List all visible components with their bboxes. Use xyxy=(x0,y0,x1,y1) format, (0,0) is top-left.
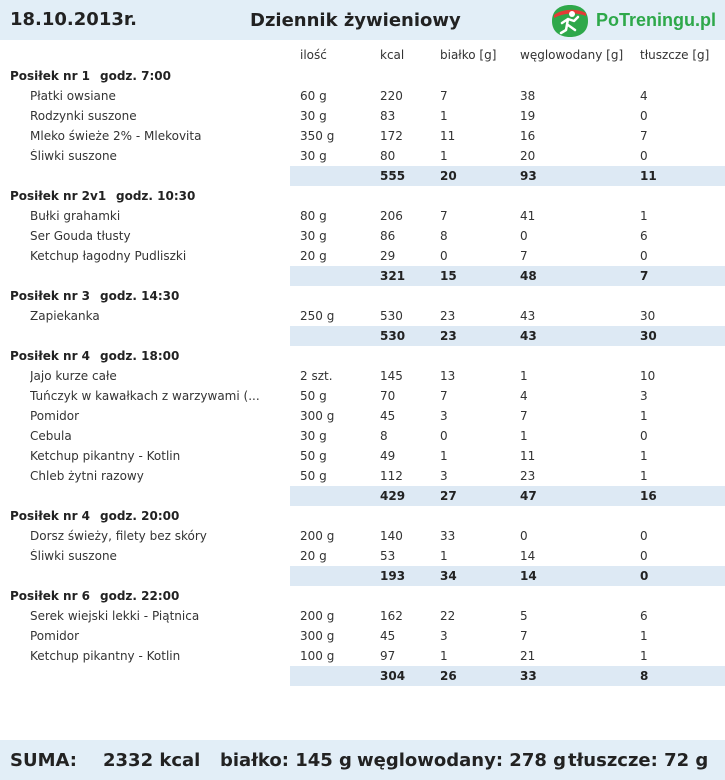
total-kcal: 193 xyxy=(380,569,406,583)
meal-time: godz. 7:00 xyxy=(100,69,171,83)
food-fat: 1 xyxy=(640,629,648,643)
food-protein: 1 xyxy=(440,449,448,463)
food-fat: 0 xyxy=(640,429,648,443)
food-carbs: 0 xyxy=(520,229,528,243)
total-fat: 11 xyxy=(640,169,657,183)
food-protein: 7 xyxy=(440,209,448,223)
meal-name: Posiłek nr 4 xyxy=(10,349,91,363)
food-row xyxy=(0,86,725,106)
food-protein: 23 xyxy=(440,309,456,323)
food-protein: 3 xyxy=(440,629,448,643)
food-carbs: 0 xyxy=(520,529,528,543)
food-qty: 60 g xyxy=(300,89,327,103)
food-carbs: 19 xyxy=(520,109,536,123)
food-fat: 1 xyxy=(640,209,648,223)
meal-name: Posiłek nr 6 xyxy=(10,589,91,603)
food-row xyxy=(0,426,725,446)
food-kcal: 172 xyxy=(380,129,403,143)
summary-protein: białko: 145 g xyxy=(220,750,352,771)
meal-header xyxy=(0,346,725,366)
food-name: Pomidor xyxy=(30,629,80,643)
food-fat: 1 xyxy=(640,449,648,463)
food-kcal: 80 xyxy=(380,149,396,163)
food-qty: 2 szt. xyxy=(300,369,333,383)
meal-total-row xyxy=(0,486,725,506)
meal-time: godz. 18:00 xyxy=(100,349,180,363)
total-fat: 8 xyxy=(640,669,649,683)
food-carbs: 7 xyxy=(520,409,528,423)
food-row xyxy=(0,226,725,246)
food-row xyxy=(0,306,725,326)
food-kcal: 112 xyxy=(380,469,403,483)
food-kcal: 140 xyxy=(380,529,403,543)
page-title: Dziennik żywieniowy xyxy=(250,10,461,31)
food-kcal: 86 xyxy=(380,229,396,243)
food-carbs: 16 xyxy=(520,129,536,143)
food-name: Mleko świeże 2% - Mlekovita xyxy=(30,129,202,143)
total-protein: 20 xyxy=(440,169,457,183)
food-protein: 1 xyxy=(440,109,448,123)
food-name: Dorsz świeży, filety bez skóry xyxy=(30,529,207,543)
food-fat: 0 xyxy=(640,549,648,563)
total-protein: 15 xyxy=(440,269,457,283)
food-fat: 1 xyxy=(640,649,648,663)
food-row xyxy=(0,546,725,566)
food-fat: 1 xyxy=(640,469,648,483)
food-qty: 300 g xyxy=(300,409,335,423)
meal-total-row xyxy=(0,326,725,346)
total-kcal: 530 xyxy=(380,329,406,343)
meal-header xyxy=(0,586,725,606)
total-fat: 16 xyxy=(640,489,657,503)
food-protein: 0 xyxy=(440,429,448,443)
food-qty: 200 g xyxy=(300,529,335,543)
food-protein: 7 xyxy=(440,89,448,103)
total-highlight xyxy=(290,326,725,346)
food-protein: 0 xyxy=(440,249,448,263)
food-carbs: 41 xyxy=(520,209,536,223)
food-row xyxy=(0,606,725,626)
food-name: Płatki owsiane xyxy=(30,89,116,103)
food-row xyxy=(0,626,725,646)
meal-time: godz. 14:30 xyxy=(100,289,180,303)
food-kcal: 83 xyxy=(380,109,396,123)
food-name: Serek wiejski lekki - Piątnica xyxy=(30,609,200,623)
header-bar xyxy=(0,0,725,40)
food-carbs: 21 xyxy=(520,649,536,663)
meal-time: godz. 10:30 xyxy=(116,189,196,203)
total-carbs: 48 xyxy=(520,269,537,283)
summary-fat: tłuszcze: 72 g xyxy=(568,750,709,771)
food-fat: 6 xyxy=(640,609,648,623)
food-qty: 100 g xyxy=(300,649,335,663)
col-qty: ilość xyxy=(300,48,327,62)
food-row xyxy=(0,466,725,486)
food-kcal: 53 xyxy=(380,549,396,563)
food-name: Jajo kurze całe xyxy=(30,369,117,383)
food-protein: 11 xyxy=(440,129,456,143)
meal-name: Posiłek nr 2v1 xyxy=(10,189,107,203)
food-kcal: 45 xyxy=(380,629,396,643)
food-name: Ketchup łagodny Pudliszki xyxy=(30,249,187,263)
food-qty: 20 g xyxy=(300,549,327,563)
food-name: Chleb żytni razowy xyxy=(30,469,144,483)
food-row xyxy=(0,526,725,546)
total-protein: 23 xyxy=(440,329,457,343)
food-row xyxy=(0,646,725,666)
food-kcal: 220 xyxy=(380,89,403,103)
total-fat: 0 xyxy=(640,569,649,583)
food-row xyxy=(0,146,725,166)
meal-total-row xyxy=(0,266,725,286)
total-protein: 26 xyxy=(440,669,457,683)
total-fat: 30 xyxy=(640,329,657,343)
total-highlight xyxy=(290,166,725,186)
summary-carbs: węglowodany: 278 g xyxy=(357,750,567,771)
food-fat: 0 xyxy=(640,109,648,123)
food-fat: 30 xyxy=(640,309,656,323)
food-carbs: 43 xyxy=(520,309,536,323)
food-fat: 10 xyxy=(640,369,656,383)
food-kcal: 29 xyxy=(380,249,396,263)
food-kcal: 97 xyxy=(380,649,396,663)
food-name: Śliwki suszone xyxy=(30,549,117,563)
food-name: Rodzynki suszone xyxy=(30,109,137,123)
food-carbs: 23 xyxy=(520,469,536,483)
food-carbs: 7 xyxy=(520,629,528,643)
food-name: Pomidor xyxy=(30,409,80,423)
total-protein: 27 xyxy=(440,489,457,503)
food-fat: 3 xyxy=(640,389,648,403)
food-qty: 50 g xyxy=(300,449,327,463)
food-kcal: 162 xyxy=(380,609,403,623)
food-fat: 4 xyxy=(640,89,648,103)
food-name: Ketchup pikantny - Kotlin xyxy=(30,649,181,663)
food-qty: 250 g xyxy=(300,309,335,323)
runner-logo-icon xyxy=(548,3,592,39)
food-protein: 1 xyxy=(440,149,448,163)
food-qty: 300 g xyxy=(300,629,335,643)
food-row xyxy=(0,446,725,466)
col-fat: tłuszcze [g] xyxy=(640,48,710,62)
potreningu-logo[interactable] xyxy=(548,3,724,39)
meal-header xyxy=(0,66,725,86)
food-qty: 50 g xyxy=(300,469,327,483)
food-row xyxy=(0,106,725,126)
col-protein: białko [g] xyxy=(440,48,497,62)
total-kcal: 304 xyxy=(380,669,406,683)
food-kcal: 8 xyxy=(380,429,388,443)
total-kcal: 429 xyxy=(380,489,406,503)
food-kcal: 45 xyxy=(380,409,396,423)
food-kcal: 49 xyxy=(380,449,396,463)
food-protein: 13 xyxy=(440,369,456,383)
food-row xyxy=(0,406,725,426)
logo-text: PoTreningu.pl xyxy=(596,10,716,30)
food-fat: 1 xyxy=(640,409,648,423)
total-fat: 7 xyxy=(640,269,649,283)
food-protein: 7 xyxy=(440,389,448,403)
food-fat: 0 xyxy=(640,529,648,543)
meal-total-row xyxy=(0,166,725,186)
food-protein: 3 xyxy=(440,409,448,423)
food-name: Cebula xyxy=(30,429,72,443)
report-date: 18.10.2013r. xyxy=(10,9,138,30)
food-qty: 30 g xyxy=(300,429,327,443)
total-carbs: 93 xyxy=(520,169,537,183)
total-carbs: 33 xyxy=(520,669,537,683)
food-carbs: 20 xyxy=(520,149,536,163)
food-fat: 0 xyxy=(640,149,648,163)
food-protein: 1 xyxy=(440,549,448,563)
total-carbs: 14 xyxy=(520,569,537,583)
food-carbs: 14 xyxy=(520,549,536,563)
food-row xyxy=(0,366,725,386)
meal-total-row xyxy=(0,666,725,686)
total-protein: 34 xyxy=(440,569,457,583)
food-name: Tuńczyk w kawałkach z warzywami (... xyxy=(30,389,260,403)
food-row xyxy=(0,206,725,226)
food-carbs: 1 xyxy=(520,429,528,443)
total-carbs: 47 xyxy=(520,489,537,503)
food-kcal: 70 xyxy=(380,389,396,403)
food-qty: 30 g xyxy=(300,229,327,243)
food-row xyxy=(0,386,725,406)
food-carbs: 1 xyxy=(520,369,528,383)
food-carbs: 38 xyxy=(520,89,536,103)
food-kcal: 530 xyxy=(380,309,403,323)
food-row xyxy=(0,246,725,266)
food-name: Zapiekanka xyxy=(30,309,100,323)
food-qty: 200 g xyxy=(300,609,335,623)
meal-name: Posiłek nr 4 xyxy=(10,509,91,523)
total-highlight xyxy=(290,566,725,586)
column-headers xyxy=(0,40,725,66)
meal-time: godz. 22:00 xyxy=(100,589,180,603)
food-carbs: 4 xyxy=(520,389,528,403)
col-kcal: kcal xyxy=(380,48,405,62)
food-protein: 8 xyxy=(440,229,448,243)
food-carbs: 5 xyxy=(520,609,528,623)
food-row xyxy=(0,126,725,146)
meal-header xyxy=(0,186,725,206)
food-protein: 22 xyxy=(440,609,456,623)
food-protein: 3 xyxy=(440,469,448,483)
food-name: Ketchup pikantny - Kotlin xyxy=(30,449,181,463)
meal-time: godz. 20:00 xyxy=(100,509,180,523)
meal-name: Posiłek nr 1 xyxy=(10,69,91,83)
total-carbs: 43 xyxy=(520,329,537,343)
summary-kcal: 2332 kcal xyxy=(103,750,201,771)
total-highlight xyxy=(290,666,725,686)
total-kcal: 321 xyxy=(380,269,406,283)
food-qty: 80 g xyxy=(300,209,327,223)
food-kcal: 206 xyxy=(380,209,403,223)
total-highlight xyxy=(290,486,725,506)
food-fat: 7 xyxy=(640,129,648,143)
summary-bar xyxy=(0,740,725,780)
food-fat: 6 xyxy=(640,229,648,243)
meal-header xyxy=(0,506,725,526)
food-qty: 350 g xyxy=(300,129,335,143)
summary-label: SUMA: xyxy=(10,750,77,771)
food-qty: 20 g xyxy=(300,249,327,263)
food-name: Bułki grahamki xyxy=(30,209,121,223)
meal-header xyxy=(0,286,725,306)
food-carbs: 7 xyxy=(520,249,528,263)
food-qty: 30 g xyxy=(300,109,327,123)
food-carbs: 11 xyxy=(520,449,536,463)
food-protein: 33 xyxy=(440,529,456,543)
food-name: Śliwki suszone xyxy=(30,149,117,163)
total-highlight xyxy=(290,266,725,286)
food-protein: 1 xyxy=(440,649,448,663)
meal-name: Posiłek nr 3 xyxy=(10,289,91,303)
food-qty: 30 g xyxy=(300,149,327,163)
total-kcal: 555 xyxy=(380,169,406,183)
food-fat: 0 xyxy=(640,249,648,263)
food-qty: 50 g xyxy=(300,389,327,403)
food-kcal: 145 xyxy=(380,369,403,383)
col-carbs: węglowodany [g] xyxy=(520,48,624,62)
food-name: Ser Gouda tłusty xyxy=(30,229,131,243)
meal-total-row xyxy=(0,566,725,586)
